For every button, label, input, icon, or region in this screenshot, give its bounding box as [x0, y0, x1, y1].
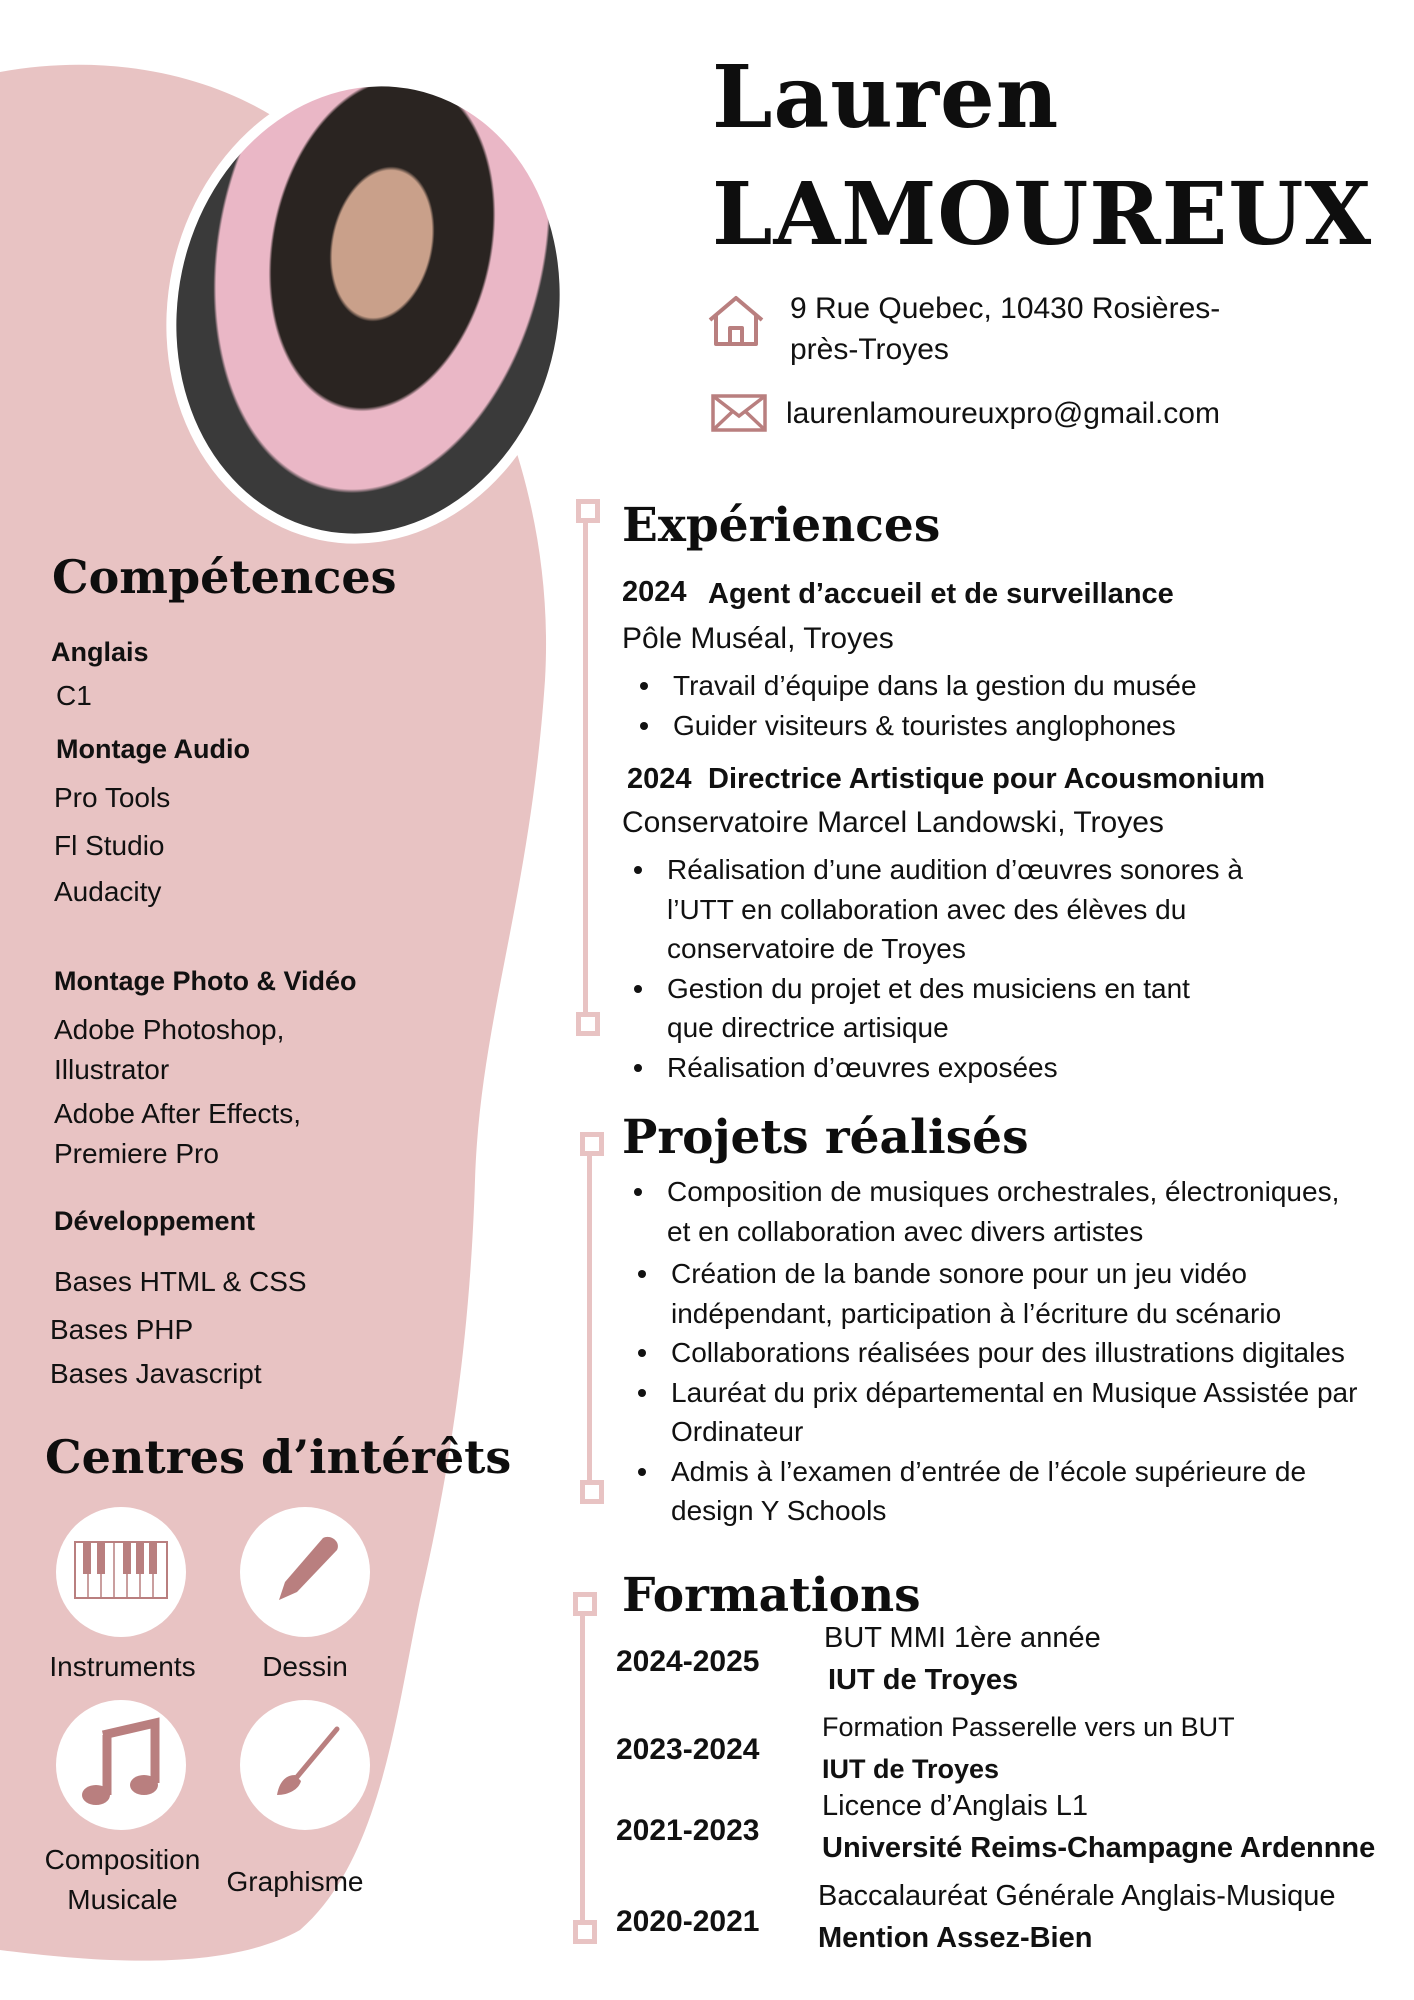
interest-graphic-design	[240, 1700, 370, 1830]
list-item-line: design Y Schools	[671, 1495, 887, 1526]
projects-bullets	[622, 1172, 1339, 1251]
formation-school: Mention Assez-Bien	[818, 1922, 1093, 1954]
list-item: Travail d’équipe dans la gestion du musée	[628, 666, 1197, 706]
list-item	[622, 850, 1243, 969]
list-item-line: Admis à l’examen d’entrée de l’école supérieure de	[671, 1455, 1307, 1487]
list-item	[626, 1254, 1357, 1333]
skill-item: Illustrator	[54, 1054, 170, 1085]
skill-category-audio: Montage Audio	[56, 734, 250, 764]
job-year: 2024	[627, 763, 692, 795]
list-item-line: indépendant, participation à l’écriture du scénario	[671, 1297, 1282, 1329]
list-item: Guider visiteurs & touristes anglophones	[628, 706, 1197, 746]
interest-label-graphic-design: Graphisme	[226, 1866, 364, 1897]
list-item	[626, 1452, 1357, 1531]
list-item	[626, 1373, 1357, 1452]
interest-label-composition-line1: Composition	[44, 1844, 201, 1875]
list-item-line: conservatoire de Troyes	[667, 933, 966, 964]
list-item-line: Ordinateur	[671, 1416, 804, 1447]
experiences-heading: Expériences	[622, 498, 941, 553]
skill-item: Bases Javascript	[50, 1358, 262, 1389]
skill-item: Adobe Photoshop,	[54, 1014, 285, 1045]
skill-item: Audacity	[54, 876, 162, 907]
list-item-line: Création de la bande sonore pour un jeu vidéo	[671, 1258, 1247, 1289]
address	[790, 288, 1220, 370]
interests-heading: Centres d’intérêts	[45, 1430, 512, 1484]
job-title: Agent d’accueil et de surveillance	[708, 578, 1174, 610]
list-item	[622, 969, 1243, 1048]
paintbrush-icon	[265, 1723, 345, 1808]
skill-category-dev: Développement	[54, 1206, 256, 1236]
formation-title: Formation Passerelle vers un BUT	[822, 1712, 1235, 1742]
timeline-experiences	[583, 507, 588, 1027]
list-item-line: Réalisation d’une audition d’œuvres sonores à	[667, 854, 1243, 885]
formation-years: 2024-2025	[616, 1645, 760, 1678]
list-item-line: Composition de musiques orchestrales, électroniques,	[667, 1176, 1340, 1207]
list-item-line: Réalisation d’œuvres exposées	[667, 1051, 1058, 1083]
projects-heading: Projets réalisés	[622, 1110, 1029, 1165]
formation-school: IUT de Troyes	[822, 1754, 1000, 1784]
timeline-node	[573, 1592, 597, 1616]
skill-category-photo-video: Montage Photo & Vidéo	[54, 966, 357, 996]
timeline-node	[573, 1920, 597, 1944]
first-name: Lauren	[712, 47, 1060, 148]
formation-title: Baccalauréat Générale Anglais-Musique	[818, 1880, 1336, 1912]
skill-item: Fl Studio	[54, 830, 165, 861]
job-organization: Pôle Muséal, Troyes	[622, 622, 894, 655]
address-line2: près-Troyes	[790, 333, 949, 366]
list-item-line: Gestion du projet et des musiciens en tant	[667, 972, 1190, 1004]
interest-drawing	[240, 1507, 370, 1637]
job-title: Directrice Artistique pour Acousmonium	[708, 763, 1265, 795]
address-line1: 9 Rue Quebec, 10430 Rosières-	[790, 292, 1221, 325]
timeline-formations	[580, 1600, 585, 1930]
job-organization: Conservatoire Marcel Landowski, Troyes	[622, 806, 1164, 839]
list-item-line: et en collaboration avec divers artistes	[667, 1215, 1144, 1247]
timeline-node	[576, 1012, 600, 1036]
list-item-line: que directrice artisique	[667, 1012, 949, 1043]
skill-item: Bases PHP	[50, 1314, 194, 1345]
house-icon	[706, 292, 766, 348]
timeline-projects	[587, 1140, 592, 1490]
email: laurenlamoureuxpro@gmail.com	[786, 397, 1220, 430]
formation-years: 2023-2024	[616, 1733, 760, 1766]
formation-title: Licence d’Anglais L1	[822, 1790, 1089, 1822]
timeline-node	[576, 499, 600, 523]
list-item	[626, 1333, 1357, 1373]
skills-heading: Compétences	[52, 550, 397, 604]
formation-title: BUT MMI 1ère année	[824, 1622, 1101, 1654]
formation-school: IUT de Troyes	[828, 1664, 1019, 1696]
music-note-icon	[79, 1717, 163, 1814]
interest-composition	[56, 1700, 186, 1830]
list-item-line: Collaborations réalisées pour des illustrations digitales	[671, 1337, 1345, 1368]
timeline-node	[580, 1480, 604, 1504]
interest-label-drawing: Dessin	[262, 1651, 348, 1682]
interest-label-composition	[30, 1840, 215, 1920]
envelope-icon	[710, 393, 768, 433]
job-year: 2024	[622, 576, 687, 608]
skill-item: C1	[56, 680, 92, 711]
interest-instruments	[56, 1507, 186, 1637]
skill-item: Pro Tools	[54, 782, 171, 813]
list-item	[622, 1048, 1243, 1088]
formations-heading: Formations	[622, 1568, 921, 1623]
list-item-line: Lauréat du prix départemental en Musique Assistée par	[671, 1376, 1358, 1408]
formation-years: 2020-2021	[616, 1905, 760, 1938]
skill-item: Adobe After Effects,	[54, 1098, 301, 1129]
job-bullets	[622, 850, 1243, 1087]
timeline-node	[580, 1132, 604, 1156]
piano-icon	[73, 1540, 169, 1605]
formation-years: 2021-2023	[616, 1814, 760, 1847]
interest-label-instruments: Instruments	[49, 1651, 196, 1682]
projects-bullets	[626, 1254, 1357, 1531]
skill-category-english: Anglais	[51, 637, 149, 667]
last-name: LAMOUREUX	[712, 164, 1373, 265]
list-item-line: l’UTT en collaboration avec des élèves du	[667, 893, 1187, 925]
skill-item: Premiere Pro	[54, 1138, 219, 1169]
skill-item: Bases HTML & CSS	[54, 1266, 307, 1297]
job-bullets	[628, 666, 1197, 745]
formation-school: Université Reims-Champagne Ardennne	[822, 1832, 1376, 1864]
pencil-icon	[265, 1530, 345, 1615]
interest-label-composition-line2: Musicale	[67, 1884, 178, 1915]
list-item	[622, 1172, 1339, 1251]
